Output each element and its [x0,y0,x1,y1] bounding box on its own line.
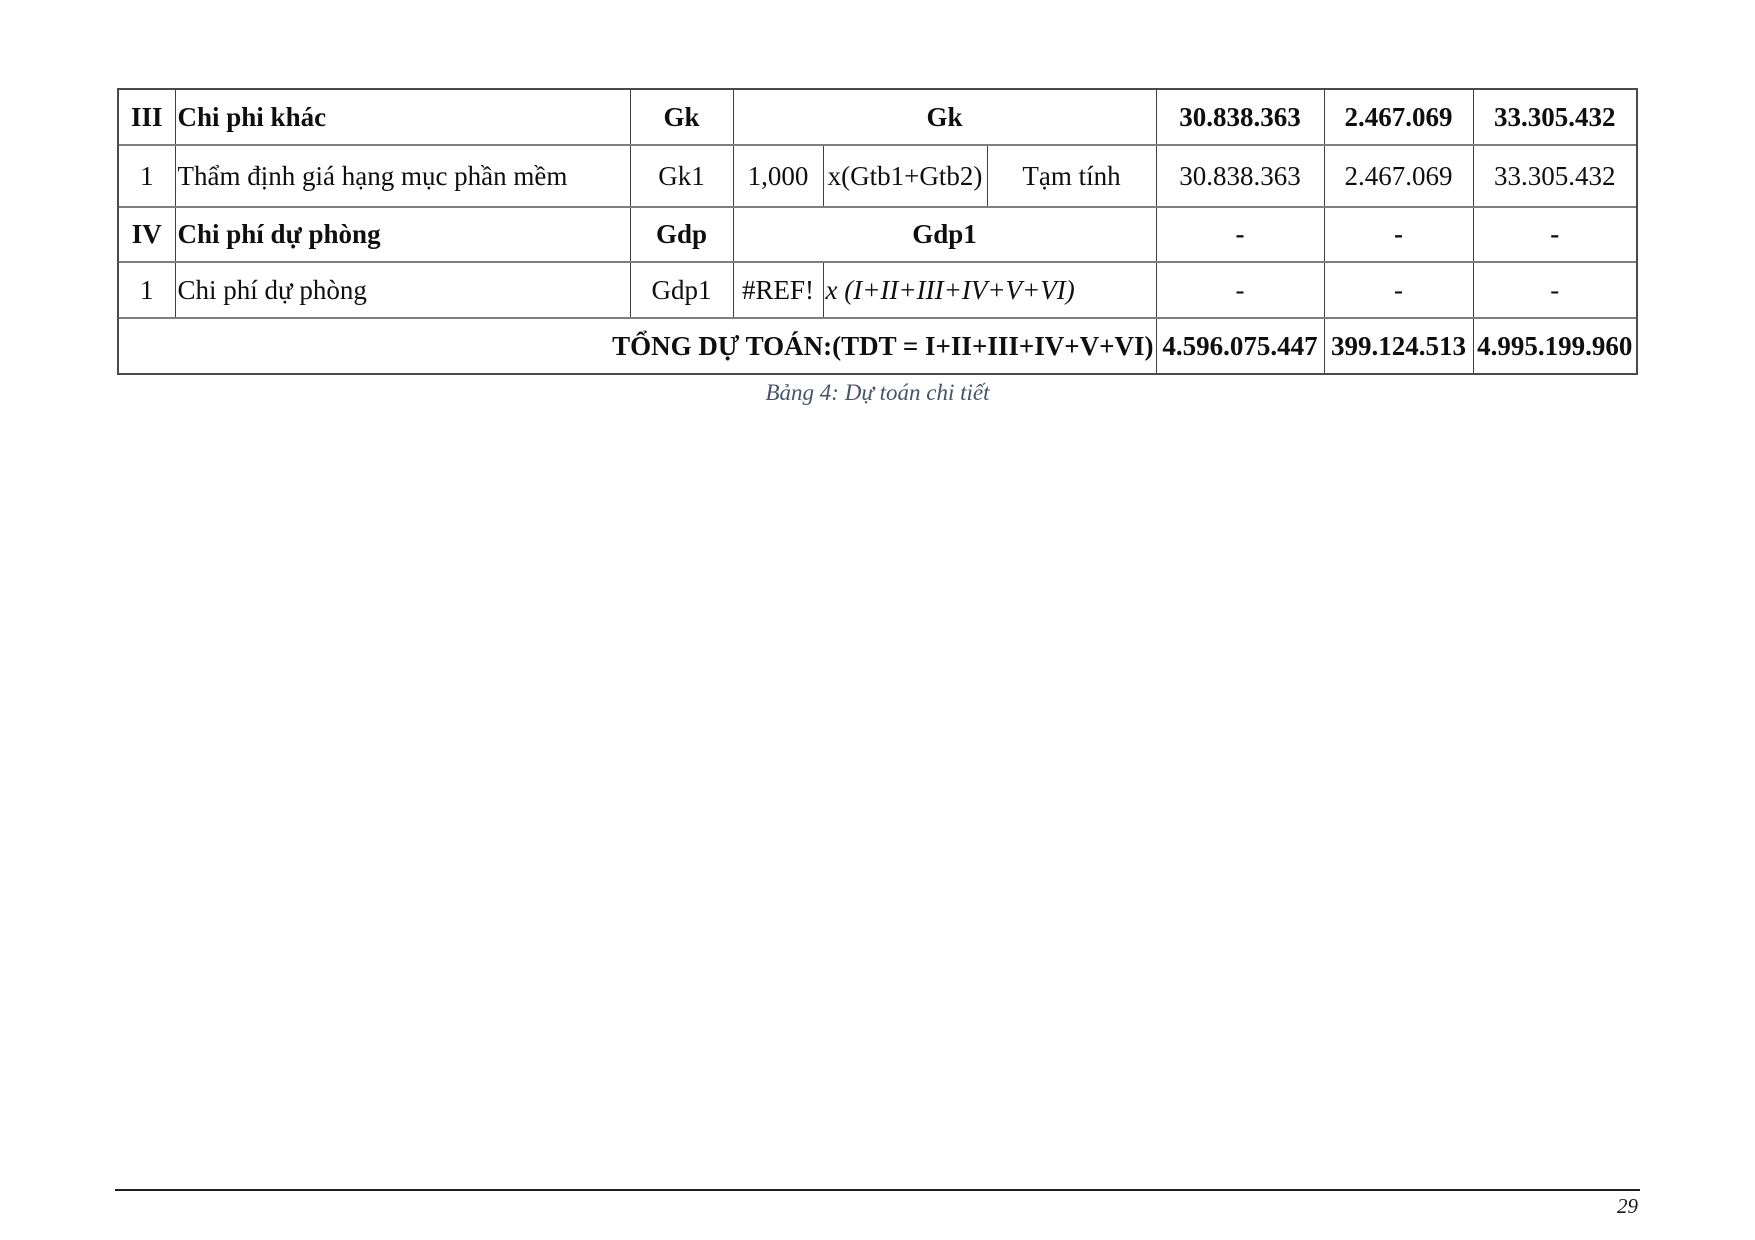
item-name-cell: Chi phi khác [175,90,630,145]
total-value-cell: 33.305.432 [1473,145,1636,207]
item-name-cell: Chi phí dự phòng [175,207,630,262]
total-value-cell: - [1473,262,1636,318]
table-row-section-iii [119,90,1636,145]
row-index-cell: 1 [119,145,175,207]
symbol-cell: Gdp [630,207,733,262]
total-value-cell: 4.995.199.960 [1473,318,1636,373]
tax-value-cell: - [1324,262,1473,318]
tax-value-cell: 2.467.069 [1324,90,1473,145]
tax-value-cell: 399.124.513 [1324,318,1473,373]
pre-tax-value-cell: 30.838.363 [1156,145,1324,207]
pre-tax-value-cell: 4.596.075.447 [1156,318,1324,373]
table-caption: Bảng 4: Dự toán chi tiết [765,380,990,405]
formula-cell: Gk [733,90,1156,145]
ref-error-cell: #REF! [733,262,823,318]
table-row-item-appraisal [119,145,1636,207]
total-value-cell: - [1473,207,1636,262]
row-index-cell: IV [119,207,175,262]
symbol-cell: Gdp1 [630,262,733,318]
table-row-section-iv [119,207,1636,262]
formula-cell: Gdp1 [733,207,1156,262]
total-value-cell: 33.305.432 [1473,90,1636,145]
item-name-cell: Thẩm định giá hạng mục phần mềm [175,145,630,207]
page-number: 29 [1617,1194,1638,1218]
grand-total-label-cell: TỔNG DỰ TOÁN:(TDT = I+II+III+IV+V+VI) [119,318,1156,373]
table-row-grand-total [119,318,1636,373]
ratio-cell: 1,000 [733,145,823,207]
tax-value-cell: - [1324,207,1473,262]
row-index-cell: III [130,101,163,132]
pre-tax-value-cell: - [1156,207,1324,262]
pre-tax-value-cell: - [1156,262,1324,318]
pre-tax-value-cell: 30.838.363 [1156,90,1324,145]
cost-estimate-table-wrapper [117,88,1638,375]
row-index-cell: 1 [119,262,175,318]
item-name-cell: Chi phí dự phòng [175,262,630,318]
table-row-item-contingency [119,262,1636,318]
formula-cell: x (I+II+III+IV+V+VI) [823,262,1156,318]
note-cell: Tạm tính [987,145,1156,207]
symbol-cell: Gk1 [630,145,733,207]
footer-divider [115,1189,1640,1191]
tax-value-cell: 2.467.069 [1324,145,1473,207]
cost-estimate-table [119,90,1636,373]
symbol-cell: Gk [630,90,733,145]
formula-cell: x(Gtb1+Gtb2) [823,145,987,207]
